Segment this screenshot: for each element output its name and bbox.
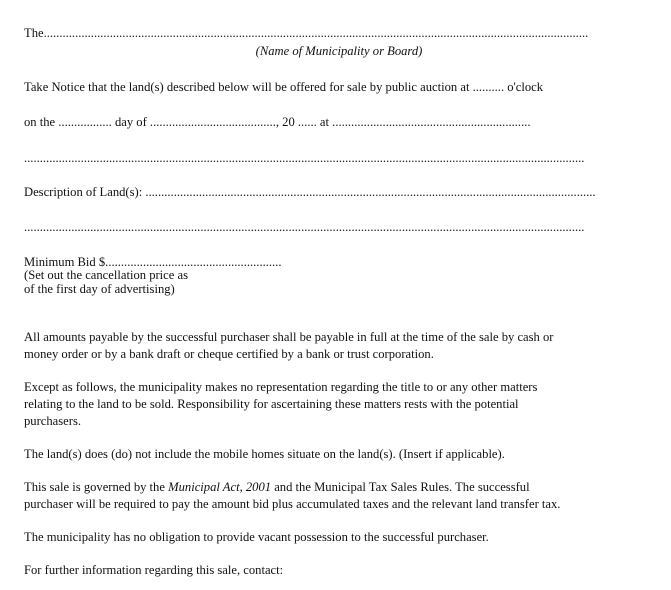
vacant-possession-paragraph: The municipality has no obligation to provide vacant possession to the successful purchaser. <box>24 530 489 544</box>
governing-line-1 <box>24 479 658 496</box>
minimum-bid-note <box>24 268 188 296</box>
payment-line-2: money order or by a bank draft or cheque certified by a bank or trust corporation. <box>24 347 434 361</box>
governing-law-paragraph <box>24 479 658 513</box>
title-line-2: relating to the land to be sold. Responsibility for ascertaining these matters rests with the potential <box>24 397 519 411</box>
governed-prefix: This sale is governed by the <box>24 480 169 494</box>
blank-dotted-line-1: .................................................................................................................................................................................. <box>24 151 585 165</box>
auction-time-line: Take Notice that the land(s) described below will be offered for sale by public auction at .......... o'clock <box>24 80 544 94</box>
payment-paragraph <box>24 329 658 363</box>
governing-line-2: purchaser will be required to pay the amount bid plus accumulated taxes and the relevant land transfer tax. <box>24 497 561 511</box>
contact-paragraph: For further information regarding this sale, contact: <box>24 563 284 577</box>
municipality-name-caption: (Name of Municipality or Board) <box>255 44 423 58</box>
title-disclaimer-paragraph <box>24 379 658 430</box>
governed-suffix: and the Municipal Tax Sales Rules. The successful <box>271 480 530 494</box>
title-line-3: purchasers. <box>24 414 81 428</box>
minimum-bid-note-line-2: of the first day of advertising) <box>24 282 175 296</box>
municipal-act-title: Municipal Act, 2001 <box>168 480 272 494</box>
title-line-1: Except as follows, the municipality makes no representation regarding the title to or any other matters <box>24 380 538 394</box>
land-description-line: Description of Land(s): ............................................................................................................................................... <box>24 185 596 199</box>
minimum-bid-line: Minimum Bid $........................................................ <box>24 255 282 269</box>
payment-line-1: All amounts payable by the successful purchaser shall be payable in full at the time of the sale by cash or <box>24 330 554 344</box>
auction-date-line: on the ................. day of ........................................, 20 ...... at ............................................................... <box>24 115 531 129</box>
blank-dotted-line-2: .................................................................................................................................................................................. <box>24 220 585 234</box>
mobile-homes-paragraph: The land(s) does (do) not include the mobile homes situate on the land(s). (Insert if applicable). <box>24 447 505 461</box>
minimum-bid-note-line-1: (Set out the cancellation price as <box>24 268 189 282</box>
municipality-name-line: The............................................................................................................................................................................. <box>24 26 589 40</box>
